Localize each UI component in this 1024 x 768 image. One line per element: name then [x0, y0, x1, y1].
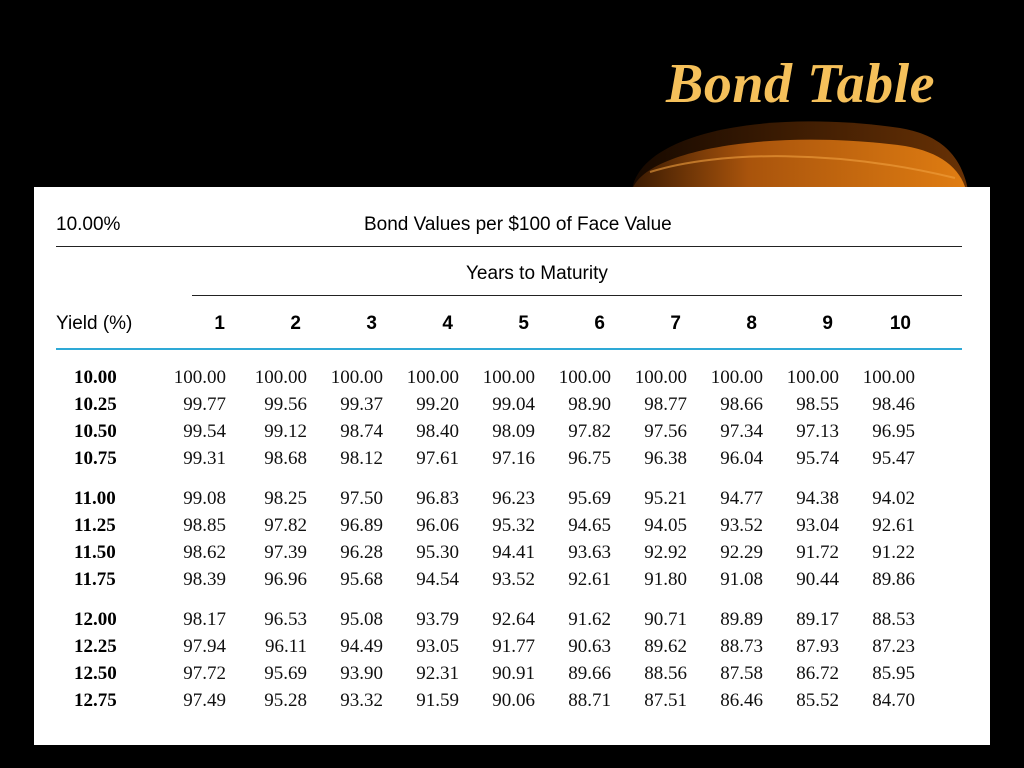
table-cell: 87.51: [644, 690, 687, 711]
table-cell: 88.73: [720, 636, 763, 657]
table-cell: 91.08: [720, 569, 763, 590]
table-cell: 96.23: [492, 488, 535, 509]
table-cell: 99.56: [264, 394, 307, 415]
table-cell: 96.75: [568, 448, 611, 469]
table-cell: 93.63: [568, 542, 611, 563]
table-cell: 93.79: [416, 609, 459, 630]
table-cell: 99.31: [183, 448, 226, 469]
table-cell: 100.00: [710, 367, 763, 388]
column-header-year-4: 4: [442, 313, 453, 334]
table-cell: 100.00: [406, 367, 459, 388]
table-cell: 98.90: [568, 394, 611, 415]
table-cell: 95.08: [340, 609, 383, 630]
table-row: [34, 421, 990, 447]
table-cell: 96.53: [264, 609, 307, 630]
table-row: [34, 367, 990, 393]
table-cell: 95.21: [644, 488, 687, 509]
table-cell: 88.56: [644, 663, 687, 684]
table-cell: 99.77: [183, 394, 226, 415]
table-cell: 97.39: [264, 542, 307, 563]
table-cell: 100.00: [254, 367, 307, 388]
table-cell: 90.71: [644, 609, 687, 630]
table-cell: 88.71: [568, 690, 611, 711]
table-cell: 94.05: [644, 515, 687, 536]
column-header-year-7: 7: [670, 313, 681, 334]
table-cell: 87.23: [872, 636, 915, 657]
table-row: [34, 542, 990, 568]
accent-divider: [56, 348, 962, 350]
table-cell: 98.66: [720, 394, 763, 415]
table-cell: 95.74: [796, 448, 839, 469]
table-cell: 98.77: [644, 394, 687, 415]
yield-label: 10.75: [74, 448, 117, 469]
table-cell: 92.64: [492, 609, 535, 630]
yield-label: 11.00: [74, 488, 116, 509]
table-row: [34, 690, 990, 716]
table-cell: 97.72: [183, 663, 226, 684]
table-cell: 94.54: [416, 569, 459, 590]
table-cell: 96.11: [264, 636, 307, 657]
yield-label: 11.75: [74, 569, 116, 590]
header-divider: [56, 246, 962, 247]
table-cell: 98.62: [183, 542, 226, 563]
yield-label: 10.00: [74, 367, 117, 388]
table-cell: 96.83: [416, 488, 459, 509]
table-cell: 94.41: [492, 542, 535, 563]
table-cell: 96.06: [416, 515, 459, 536]
table-cell: 97.49: [183, 690, 226, 711]
table-cell: 98.68: [264, 448, 307, 469]
table-cell: 97.82: [264, 515, 307, 536]
table-cell: 92.31: [416, 663, 459, 684]
subheading-divider: [192, 295, 962, 296]
table-cell: 95.68: [340, 569, 383, 590]
table-cell: 91.59: [416, 690, 459, 711]
table-cell: 93.52: [492, 569, 535, 590]
table-cell: 92.29: [720, 542, 763, 563]
table-cell: 97.82: [568, 421, 611, 442]
table-cell: 100.00: [634, 367, 687, 388]
table-row: [34, 488, 990, 514]
table-cell: 97.50: [340, 488, 383, 509]
yield-label: 12.25: [74, 636, 117, 657]
table-cell: 89.66: [568, 663, 611, 684]
table-row: [34, 448, 990, 474]
table-cell: 98.39: [183, 569, 226, 590]
table-cell: 100.00: [786, 367, 839, 388]
table-cell: 99.37: [340, 394, 383, 415]
table-cell: 92.92: [644, 542, 687, 563]
table-row: [34, 394, 990, 420]
yield-label: 10.25: [74, 394, 117, 415]
column-header-year-10: 10: [889, 313, 911, 334]
table-cell: 95.28: [264, 690, 307, 711]
table-row: [34, 515, 990, 541]
yield-label: 11.25: [74, 515, 116, 536]
table-cell: 97.94: [183, 636, 226, 657]
table-cell: 95.69: [568, 488, 611, 509]
table-cell: 95.30: [416, 542, 459, 563]
table-cell: 90.63: [568, 636, 611, 657]
row-header-label: Yield (%): [56, 313, 133, 334]
table-row: [34, 569, 990, 595]
table-cell: 98.40: [416, 421, 459, 442]
slide-title: Bond Table: [666, 53, 935, 115]
table-cell: 97.56: [644, 421, 687, 442]
table-cell: 100.00: [558, 367, 611, 388]
table-cell: 94.49: [340, 636, 383, 657]
table-cell: 97.16: [492, 448, 535, 469]
table-cell: 97.34: [720, 421, 763, 442]
yield-label: 12.50: [74, 663, 117, 684]
table-cell: 90.91: [492, 663, 535, 684]
table-cell: 84.70: [872, 690, 915, 711]
table-cell: 98.46: [872, 394, 915, 415]
table-cell: 99.04: [492, 394, 535, 415]
column-header-year-2: 2: [290, 313, 301, 334]
table-cell: 92.61: [872, 515, 915, 536]
table-cell: 98.17: [183, 609, 226, 630]
table-cell: 88.53: [872, 609, 915, 630]
table-cell: 98.09: [492, 421, 535, 442]
yield-label: 11.50: [74, 542, 116, 563]
table-cell: 99.20: [416, 394, 459, 415]
table-cell: 90.44: [796, 569, 839, 590]
table-cell: 86.46: [720, 690, 763, 711]
table-cell: 98.85: [183, 515, 226, 536]
table-row: [34, 663, 990, 689]
table-cell: 99.08: [183, 488, 226, 509]
column-header-year-3: 3: [366, 313, 377, 334]
table-cell: 96.96: [264, 569, 307, 590]
table-cell: 98.74: [340, 421, 383, 442]
table-cell: 97.61: [416, 448, 459, 469]
table-cell: 96.95: [872, 421, 915, 442]
table-cell: 94.38: [796, 488, 839, 509]
table-cell: 98.25: [264, 488, 307, 509]
column-header-year-9: 9: [822, 313, 833, 334]
table-row: [34, 609, 990, 635]
table-heading: Bond Values per $100 of Face Value: [364, 214, 672, 235]
yield-label: 10.50: [74, 421, 117, 442]
table-cell: 90.06: [492, 690, 535, 711]
table-row: [34, 636, 990, 662]
coupon-rate: 10.00%: [56, 214, 121, 235]
table-cell: 96.38: [644, 448, 687, 469]
table-cell: 85.95: [872, 663, 915, 684]
table-cell: 95.69: [264, 663, 307, 684]
table-cell: 99.12: [264, 421, 307, 442]
table-cell: 93.52: [720, 515, 763, 536]
column-header-year-1: 1: [214, 313, 225, 334]
table-cell: 86.72: [796, 663, 839, 684]
table-cell: 98.55: [796, 394, 839, 415]
table-cell: 94.65: [568, 515, 611, 536]
table-cell: 91.80: [644, 569, 687, 590]
table-cell: 100.00: [173, 367, 226, 388]
table-cell: 94.02: [872, 488, 915, 509]
table-cell: 87.58: [720, 663, 763, 684]
table-cell: 98.12: [340, 448, 383, 469]
table-cell: 95.47: [872, 448, 915, 469]
table-cell: 94.77: [720, 488, 763, 509]
table-cell: 91.77: [492, 636, 535, 657]
table-cell: 96.04: [720, 448, 763, 469]
table-cell: 96.89: [340, 515, 383, 536]
table-cell: 100.00: [482, 367, 535, 388]
table-cell: 97.13: [796, 421, 839, 442]
table-cell: 91.72: [796, 542, 839, 563]
table-cell: 89.17: [796, 609, 839, 630]
table-cell: 93.05: [416, 636, 459, 657]
table-cell: 95.32: [492, 515, 535, 536]
table-cell: 89.62: [644, 636, 687, 657]
table-cell: 91.22: [872, 542, 915, 563]
table-cell: 87.93: [796, 636, 839, 657]
column-header-year-8: 8: [746, 313, 757, 334]
table-cell: 92.61: [568, 569, 611, 590]
table-cell: 100.00: [862, 367, 915, 388]
table-cell: 99.54: [183, 421, 226, 442]
table-cell: 100.00: [330, 367, 383, 388]
table-subheading: Years to Maturity: [466, 263, 608, 284]
yield-label: 12.00: [74, 609, 117, 630]
table-cell: 91.62: [568, 609, 611, 630]
column-header-year-5: 5: [518, 313, 529, 334]
column-header-year-6: 6: [594, 313, 605, 334]
table-cell: 89.89: [720, 609, 763, 630]
table-cell: 93.32: [340, 690, 383, 711]
table-cell: 93.90: [340, 663, 383, 684]
bond-table-card: [34, 187, 990, 745]
table-cell: 85.52: [796, 690, 839, 711]
table-cell: 93.04: [796, 515, 839, 536]
yield-label: 12.75: [74, 690, 117, 711]
table-cell: 89.86: [872, 569, 915, 590]
table-cell: 96.28: [340, 542, 383, 563]
